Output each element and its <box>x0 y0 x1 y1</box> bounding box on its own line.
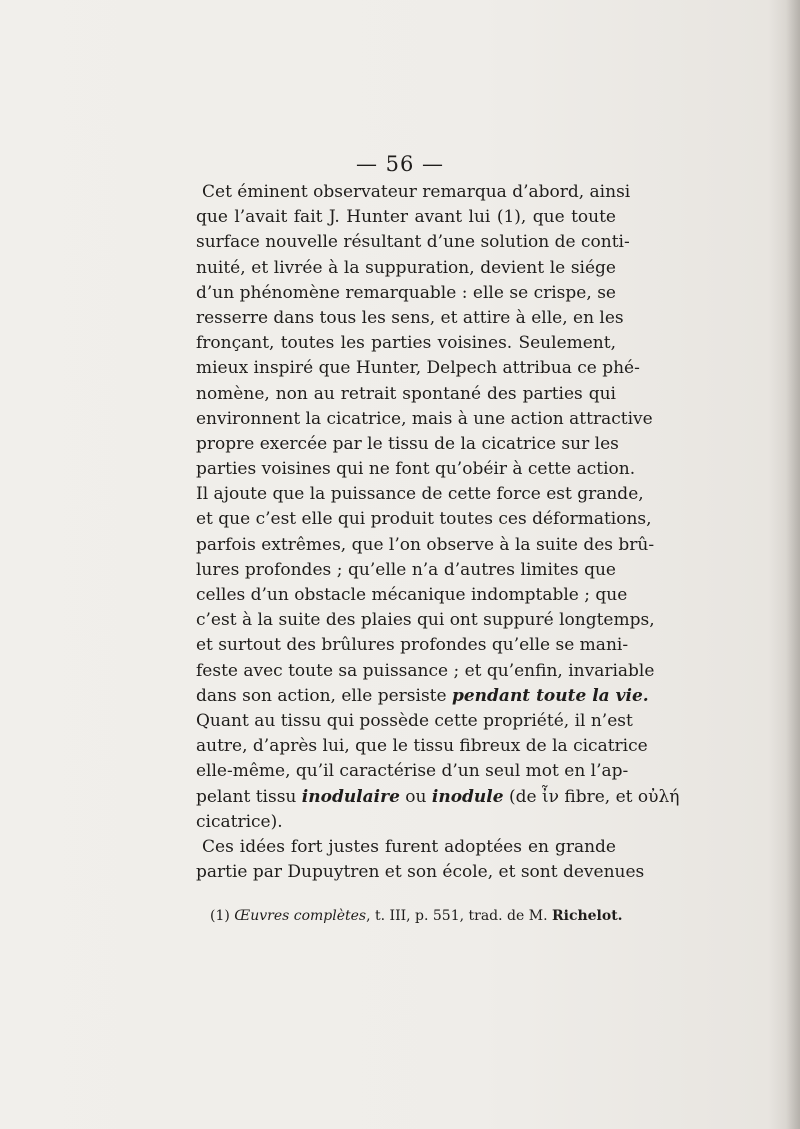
page-number: — 56 — <box>355 152 445 176</box>
text-line: fronçant, toutes les parties voisines. Seulement, <box>196 333 616 354</box>
footnote-marker: (1) <box>210 908 235 924</box>
text-span: dans son action, elle persiste <box>196 685 452 706</box>
text-line: celles d’un obstacle mécanique indomptable ; que <box>196 585 628 605</box>
footnote <box>210 908 623 924</box>
text-line: nuité, et livrée à la suppuration, devient le siége <box>196 257 616 278</box>
italic-term: inodule <box>431 786 504 807</box>
text-line: cicatrice). <box>196 811 283 832</box>
text-line: c’est à la suite des plaies qui ont suppuré longtemps, <box>196 610 655 631</box>
text-line: Quant au tissu qui possède cette propriété, il n’est <box>196 710 633 731</box>
footnote-text: , t. III, p. 551, trad. de M. <box>366 908 552 924</box>
text-line: resserre dans tous les sens, et attire à elle, en les <box>196 307 624 328</box>
text-span: ou <box>399 786 432 807</box>
text-line <box>196 785 680 810</box>
text-span: (de ἶν fibre, et οὐλή <box>503 786 680 807</box>
text-line: mieux inspiré que Hunter, Delpech attribua ce phé- <box>196 358 640 379</box>
text-line: feste avec toute sa puissance ; et qu’enfin, invariable <box>196 660 655 681</box>
text-line: environnent la cicatrice, mais à une action attractive <box>196 408 653 429</box>
text-line: elle-même, qu’il caractérise d’un seul mot en l’ap- <box>196 761 629 782</box>
italic-emphasis: pendant toute la vie. <box>451 685 649 706</box>
text-line: d’un phénomène remarquable : elle se crispe, se <box>196 282 616 303</box>
body-text <box>196 180 680 885</box>
text-line: parties voisines qui ne font qu’obéir à cette action. <box>196 459 636 480</box>
text-span: pelant tissu <box>196 786 302 807</box>
text-line: autre, d’après lui, que le tissu fibreux de la cicatrice <box>196 736 648 757</box>
text-line <box>196 684 649 709</box>
text-line: lures profondes ; qu’elle n’a d’autres limites que <box>196 559 616 580</box>
text-line: Il ajoute que la puissance de cette force est grande, <box>196 484 644 505</box>
text-line: parfois extrêmes, que l’on observe à la suite des brû- <box>196 534 655 555</box>
text-line: nomène, non au retrait spontané des parties qui <box>196 383 616 404</box>
text-line: propre exercée par le tissu de la cicatrice sur les <box>196 433 619 454</box>
italic-term: inodulaire <box>301 786 400 807</box>
text-line: que l’avait fait J. Hunter avant lui (1), que toute <box>196 207 616 228</box>
text-line: Cet éminent observateur remarqua d’abord, ainsi <box>202 182 631 202</box>
footnote-name: Richelot. <box>551 908 623 924</box>
text-line: Ces idées fort justes furent adoptées en grande <box>202 836 616 857</box>
text-line: et que c’est elle qui produit toutes ces déformations, <box>196 509 652 530</box>
text-line: et surtout des brûlures profondes qu’elle se mani- <box>196 635 629 656</box>
footnote-title: Œuvres complètes <box>234 908 367 924</box>
text-line: surface nouvelle résultant d’une solution de conti- <box>196 232 630 253</box>
text-line: partie par Dupuytren et son école, et sont devenues <box>196 862 645 883</box>
